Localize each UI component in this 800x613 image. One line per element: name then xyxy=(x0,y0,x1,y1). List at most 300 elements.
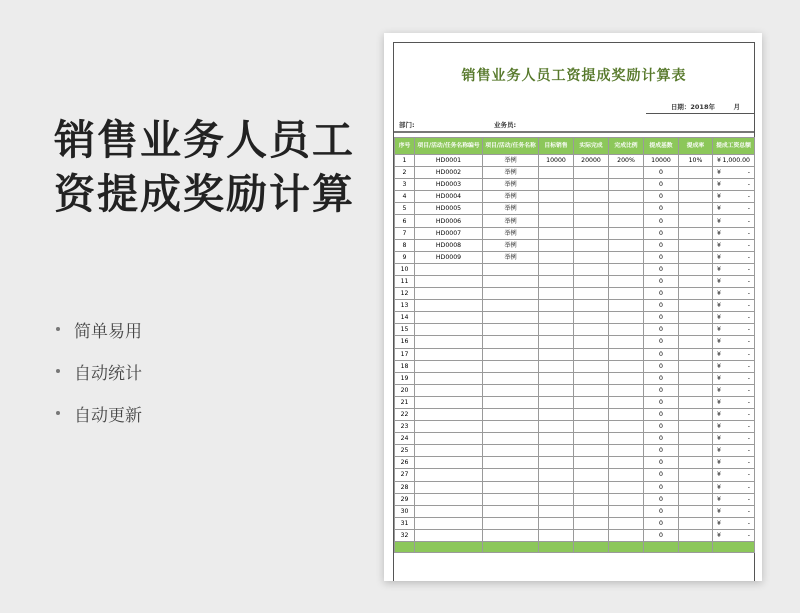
table-cell[interactable] xyxy=(483,421,539,433)
table-cell[interactable] xyxy=(609,469,644,481)
table-cell[interactable] xyxy=(539,421,574,433)
table-cell[interactable]: 0 xyxy=(644,263,679,275)
table-cell[interactable] xyxy=(609,421,644,433)
table-cell[interactable] xyxy=(679,263,713,275)
table-cell[interactable] xyxy=(574,517,609,529)
table-cell[interactable] xyxy=(679,529,713,541)
table-cell[interactable] xyxy=(679,396,713,408)
table-cell[interactable] xyxy=(609,529,644,541)
table-cell[interactable] xyxy=(415,275,483,287)
table-cell[interactable]: 6 xyxy=(395,215,415,227)
table-cell[interactable]: 10% xyxy=(679,155,713,167)
table-cell[interactable] xyxy=(574,167,609,179)
amount-value: - xyxy=(747,302,750,310)
table-cell[interactable]: 3 xyxy=(395,179,415,191)
table-cell[interactable] xyxy=(713,433,755,445)
table-cell[interactable] xyxy=(574,215,609,227)
table-cell[interactable] xyxy=(609,251,644,263)
table-cell[interactable] xyxy=(483,529,539,541)
table-cell[interactable]: 举例 xyxy=(483,179,539,191)
table-cell[interactable] xyxy=(574,493,609,505)
table-cell[interactable] xyxy=(415,517,483,529)
table-cell[interactable]: 0 xyxy=(644,167,679,179)
table-cell[interactable] xyxy=(574,348,609,360)
table-cell[interactable] xyxy=(609,396,644,408)
table-cell[interactable]: 31 xyxy=(395,517,415,529)
table-cell[interactable]: 0 xyxy=(644,251,679,263)
table-cell[interactable] xyxy=(483,384,539,396)
table-cell[interactable] xyxy=(609,191,644,203)
table-cell[interactable] xyxy=(609,517,644,529)
table-cell[interactable] xyxy=(539,384,574,396)
table-cell[interactable] xyxy=(713,263,755,275)
table-cell[interactable] xyxy=(415,300,483,312)
currency-symbol: ¥ xyxy=(717,326,721,334)
table-cell[interactable] xyxy=(713,251,755,263)
table-cell[interactable] xyxy=(713,227,755,239)
table-cell[interactable] xyxy=(539,517,574,529)
table-cell[interactable] xyxy=(574,469,609,481)
table-cell[interactable] xyxy=(574,505,609,517)
table-cell[interactable] xyxy=(609,336,644,348)
table-cell[interactable]: 0 xyxy=(644,239,679,251)
table-cell[interactable] xyxy=(415,469,483,481)
table-cell[interactable] xyxy=(574,408,609,420)
table-cell[interactable] xyxy=(679,312,713,324)
table-cell[interactable] xyxy=(713,421,755,433)
table-cell[interactable]: HD0002 xyxy=(415,167,483,179)
table-cell[interactable] xyxy=(679,421,713,433)
table-cell[interactable]: 0 xyxy=(644,191,679,203)
table-cell[interactable]: 0 xyxy=(644,227,679,239)
table-cell[interactable]: 0 xyxy=(644,396,679,408)
table-cell[interactable] xyxy=(539,167,574,179)
table-cell[interactable]: 0 xyxy=(644,372,679,384)
table-cell[interactable] xyxy=(539,288,574,300)
table-cell[interactable]: 9 xyxy=(395,251,415,263)
table-cell[interactable] xyxy=(574,396,609,408)
table-cell[interactable] xyxy=(539,457,574,469)
table-cell[interactable] xyxy=(574,203,609,215)
table-cell[interactable] xyxy=(415,288,483,300)
table-cell[interactable] xyxy=(609,227,644,239)
table-cell[interactable] xyxy=(713,336,755,348)
table-cell[interactable] xyxy=(713,275,755,287)
table-cell[interactable] xyxy=(415,384,483,396)
table-cell[interactable]: 16 xyxy=(395,336,415,348)
table-cell[interactable] xyxy=(483,275,539,287)
table-cell[interactable] xyxy=(713,300,755,312)
currency-symbol: ¥ xyxy=(717,205,721,213)
table-cell[interactable] xyxy=(574,481,609,493)
table-cell[interactable] xyxy=(574,312,609,324)
table-cell[interactable]: 25 xyxy=(395,445,415,457)
table-cell[interactable] xyxy=(574,445,609,457)
table-cell[interactable]: 5 xyxy=(395,203,415,215)
table-cell[interactable]: 30 xyxy=(395,505,415,517)
table-cell[interactable] xyxy=(539,529,574,541)
table-cell[interactable]: 21 xyxy=(395,396,415,408)
table-cell[interactable] xyxy=(713,179,755,191)
table-cell[interactable] xyxy=(415,421,483,433)
table-cell[interactable] xyxy=(483,457,539,469)
table-cell[interactable] xyxy=(415,433,483,445)
table-cell[interactable] xyxy=(609,179,644,191)
table-cell[interactable]: HD0003 xyxy=(415,179,483,191)
table-cell[interactable] xyxy=(679,203,713,215)
table-cell[interactable] xyxy=(679,384,713,396)
table-cell[interactable]: HD0001 xyxy=(415,155,483,167)
table-cell[interactable]: 举例 xyxy=(483,203,539,215)
table-cell[interactable]: 0 xyxy=(644,179,679,191)
table-cell[interactable] xyxy=(483,360,539,372)
table-cell[interactable] xyxy=(713,372,755,384)
table-cell[interactable] xyxy=(609,239,644,251)
table-cell[interactable]: 0 xyxy=(644,481,679,493)
table-cell[interactable] xyxy=(713,493,755,505)
table-cell[interactable] xyxy=(539,227,574,239)
table-cell[interactable] xyxy=(483,481,539,493)
table-cell[interactable] xyxy=(483,469,539,481)
table-cell[interactable] xyxy=(609,275,644,287)
table-cell[interactable] xyxy=(574,421,609,433)
table-cell[interactable] xyxy=(713,312,755,324)
table-cell[interactable] xyxy=(609,215,644,227)
table-cell[interactable] xyxy=(483,433,539,445)
table-cell[interactable] xyxy=(679,251,713,263)
table-cell[interactable] xyxy=(713,215,755,227)
table-cell[interactable]: 10 xyxy=(395,263,415,275)
table-cell[interactable]: 举例 xyxy=(483,191,539,203)
table-cell[interactable] xyxy=(609,408,644,420)
table-cell[interactable] xyxy=(609,263,644,275)
table-cell[interactable]: 0 xyxy=(644,288,679,300)
table-cell[interactable] xyxy=(539,179,574,191)
table-cell[interactable] xyxy=(679,517,713,529)
table-cell[interactable]: 14 xyxy=(395,312,415,324)
table-cell[interactable]: HD0006 xyxy=(415,215,483,227)
table-cell[interactable] xyxy=(539,372,574,384)
table-cell[interactable] xyxy=(609,312,644,324)
table-cell[interactable] xyxy=(679,167,713,179)
table-cell[interactable] xyxy=(609,167,644,179)
table-cell[interactable] xyxy=(679,481,713,493)
table-cell[interactable] xyxy=(574,529,609,541)
table-cell[interactable] xyxy=(574,179,609,191)
table-cell[interactable] xyxy=(539,396,574,408)
table-cell[interactable] xyxy=(415,336,483,348)
table-cell[interactable] xyxy=(539,263,574,275)
table-cell[interactable] xyxy=(539,251,574,263)
table-cell[interactable] xyxy=(539,300,574,312)
table-cell[interactable] xyxy=(483,300,539,312)
table-cell[interactable] xyxy=(483,288,539,300)
table-cell[interactable]: 10000 xyxy=(644,155,679,167)
table-cell[interactable] xyxy=(574,191,609,203)
table-cell[interactable] xyxy=(574,372,609,384)
table-cell[interactable] xyxy=(713,517,755,529)
table-cell[interactable]: 举例 xyxy=(483,239,539,251)
table-cell[interactable] xyxy=(539,312,574,324)
table-cell[interactable] xyxy=(609,288,644,300)
table-cell[interactable]: 15 xyxy=(395,324,415,336)
table-cell[interactable]: 32 xyxy=(395,529,415,541)
table-cell[interactable] xyxy=(415,445,483,457)
table-cell[interactable]: 0 xyxy=(644,469,679,481)
table-cell[interactable]: 0 xyxy=(644,505,679,517)
table-cell[interactable] xyxy=(483,445,539,457)
table-cell[interactable] xyxy=(415,481,483,493)
table-cell[interactable] xyxy=(609,384,644,396)
table-cell[interactable]: 29 xyxy=(395,493,415,505)
table-cell[interactable] xyxy=(483,348,539,360)
table-cell[interactable] xyxy=(574,239,609,251)
table-cell[interactable] xyxy=(713,445,755,457)
table-cell[interactable]: 23 xyxy=(395,421,415,433)
table-cell[interactable]: HD0009 xyxy=(415,251,483,263)
table-cell[interactable] xyxy=(483,372,539,384)
table-cell[interactable]: 22 xyxy=(395,408,415,420)
table-cell[interactable] xyxy=(679,457,713,469)
table-row xyxy=(395,227,755,239)
table-cell[interactable] xyxy=(415,312,483,324)
table-cell[interactable] xyxy=(483,408,539,420)
table-cell[interactable]: 8 xyxy=(395,239,415,251)
table-cell[interactable] xyxy=(609,457,644,469)
table-cell[interactable]: 0 xyxy=(644,324,679,336)
table-cell[interactable] xyxy=(415,493,483,505)
table-cell[interactable]: 0 xyxy=(644,493,679,505)
table-cell[interactable] xyxy=(679,191,713,203)
table-cell[interactable]: 18 xyxy=(395,360,415,372)
table-cell[interactable] xyxy=(539,191,574,203)
table-cell[interactable] xyxy=(539,348,574,360)
table-cell[interactable] xyxy=(574,227,609,239)
table-cell[interactable]: 0 xyxy=(644,300,679,312)
table-cell[interactable] xyxy=(483,336,539,348)
table-cell[interactable]: 1 xyxy=(395,155,415,167)
table-cell[interactable] xyxy=(713,505,755,517)
table-cell[interactable]: 0 xyxy=(644,215,679,227)
table-cell[interactable] xyxy=(574,336,609,348)
table-cell[interactable]: 27 xyxy=(395,469,415,481)
amount-value: - xyxy=(747,326,750,334)
table-cell[interactable] xyxy=(679,469,713,481)
table-cell[interactable] xyxy=(609,360,644,372)
table-cell[interactable] xyxy=(609,300,644,312)
table-cell[interactable]: 0 xyxy=(644,445,679,457)
table-cell[interactable] xyxy=(539,324,574,336)
table-cell[interactable] xyxy=(415,529,483,541)
table-cell[interactable] xyxy=(713,457,755,469)
table-cell[interactable] xyxy=(574,275,609,287)
table-cell[interactable] xyxy=(609,433,644,445)
table-cell[interactable] xyxy=(539,433,574,445)
table-cell[interactable] xyxy=(713,203,755,215)
table-cell[interactable]: 0 xyxy=(644,408,679,420)
table-cell[interactable] xyxy=(574,300,609,312)
table-cell[interactable] xyxy=(483,324,539,336)
table-cell[interactable]: 0 xyxy=(644,433,679,445)
table-cell[interactable] xyxy=(539,408,574,420)
table-cell[interactable] xyxy=(415,360,483,372)
table-cell[interactable]: 17 xyxy=(395,348,415,360)
table-cell[interactable]: 0 xyxy=(644,336,679,348)
table-cell[interactable] xyxy=(609,324,644,336)
table-cell[interactable] xyxy=(483,493,539,505)
table-cell[interactable] xyxy=(609,445,644,457)
table-cell[interactable] xyxy=(679,215,713,227)
table-cell[interactable] xyxy=(483,312,539,324)
table-cell[interactable] xyxy=(713,384,755,396)
table-cell[interactable] xyxy=(679,348,713,360)
table-cell[interactable] xyxy=(539,203,574,215)
table-cell[interactable] xyxy=(483,517,539,529)
table-cell[interactable] xyxy=(679,288,713,300)
table-cell[interactable] xyxy=(679,408,713,420)
table-cell[interactable]: 0 xyxy=(644,203,679,215)
table-cell[interactable]: 0 xyxy=(644,517,679,529)
table-cell[interactable] xyxy=(574,251,609,263)
table-cell[interactable] xyxy=(415,372,483,384)
table-cell[interactable] xyxy=(574,433,609,445)
table-cell[interactable] xyxy=(609,203,644,215)
table-cell[interactable]: 举例 xyxy=(483,215,539,227)
table-cell[interactable] xyxy=(679,227,713,239)
table-cell[interactable] xyxy=(609,372,644,384)
table-cell[interactable]: HD0005 xyxy=(415,203,483,215)
currency-symbol: ¥ xyxy=(717,350,721,358)
table-cell[interactable]: 举例 xyxy=(483,155,539,167)
table-cell[interactable] xyxy=(713,239,755,251)
table-cell[interactable]: 13 xyxy=(395,300,415,312)
table-cell[interactable] xyxy=(415,324,483,336)
table-cell[interactable] xyxy=(679,336,713,348)
table-cell[interactable]: 11 xyxy=(395,275,415,287)
table-cell[interactable] xyxy=(713,288,755,300)
table-cell[interactable]: 24 xyxy=(395,433,415,445)
table-cell[interactable] xyxy=(574,288,609,300)
table-cell[interactable]: 26 xyxy=(395,457,415,469)
table-cell[interactable] xyxy=(609,348,644,360)
table-cell[interactable] xyxy=(679,433,713,445)
table-cell[interactable] xyxy=(713,529,755,541)
table-cell[interactable] xyxy=(539,215,574,227)
table-cell[interactable] xyxy=(483,505,539,517)
table-cell[interactable] xyxy=(713,396,755,408)
table-cell[interactable] xyxy=(679,179,713,191)
table-cell[interactable] xyxy=(713,324,755,336)
table-cell[interactable]: 12 xyxy=(395,288,415,300)
table-cell[interactable]: 0 xyxy=(644,384,679,396)
table-cell[interactable] xyxy=(679,324,713,336)
table-cell[interactable]: 20000 xyxy=(574,155,609,167)
table-cell[interactable]: 7 xyxy=(395,227,415,239)
table-cell[interactable] xyxy=(539,239,574,251)
table-cell[interactable] xyxy=(713,469,755,481)
table-cell[interactable] xyxy=(539,505,574,517)
table-cell[interactable] xyxy=(574,324,609,336)
table-cell[interactable] xyxy=(574,263,609,275)
table-cell[interactable] xyxy=(415,348,483,360)
table-cell[interactable]: 0 xyxy=(644,312,679,324)
table-cell[interactable] xyxy=(483,396,539,408)
total-cell xyxy=(609,542,644,553)
table-cell[interactable]: 19 xyxy=(395,372,415,384)
table-cell[interactable]: 举例 xyxy=(483,167,539,179)
date-label: 日期：2018年 xyxy=(670,103,715,111)
table-cell[interactable] xyxy=(574,360,609,372)
table-cell[interactable] xyxy=(609,505,644,517)
table-cell[interactable] xyxy=(609,493,644,505)
table-cell[interactable]: 0 xyxy=(644,348,679,360)
amount-value: - xyxy=(747,362,750,370)
currency-symbol: ¥ xyxy=(717,374,721,382)
table-cell[interactable] xyxy=(713,191,755,203)
table-cell[interactable]: 200% xyxy=(609,155,644,167)
table-cell[interactable] xyxy=(539,275,574,287)
table-cell[interactable]: 0 xyxy=(644,421,679,433)
table-cell[interactable] xyxy=(679,275,713,287)
table-cell[interactable] xyxy=(679,300,713,312)
table-cell[interactable] xyxy=(539,469,574,481)
table-cell[interactable] xyxy=(539,493,574,505)
table-cell[interactable] xyxy=(415,396,483,408)
table-cell[interactable]: 0 xyxy=(644,529,679,541)
table-cell[interactable] xyxy=(539,336,574,348)
table-cell[interactable]: 0 xyxy=(644,275,679,287)
table-cell[interactable] xyxy=(483,263,539,275)
table-cell[interactable] xyxy=(679,505,713,517)
table-cell[interactable] xyxy=(679,239,713,251)
table-cell[interactable]: 10000 xyxy=(539,155,574,167)
table-cell[interactable] xyxy=(574,457,609,469)
table-cell[interactable] xyxy=(415,408,483,420)
table-cell[interactable] xyxy=(713,155,755,167)
table-cell[interactable]: 0 xyxy=(644,457,679,469)
table-cell[interactable] xyxy=(713,167,755,179)
table-cell[interactable]: 28 xyxy=(395,481,415,493)
table-cell[interactable] xyxy=(539,360,574,372)
table-cell[interactable] xyxy=(539,481,574,493)
table-cell[interactable] xyxy=(713,408,755,420)
table-cell[interactable] xyxy=(679,360,713,372)
table-cell[interactable] xyxy=(539,445,574,457)
table-cell[interactable] xyxy=(679,445,713,457)
table-cell[interactable]: HD0004 xyxy=(415,191,483,203)
table-cell[interactable]: 举例 xyxy=(483,251,539,263)
table-cell[interactable] xyxy=(415,505,483,517)
table-cell[interactable] xyxy=(713,360,755,372)
table-cell[interactable] xyxy=(574,384,609,396)
table-cell[interactable]: 2 xyxy=(395,167,415,179)
table-cell[interactable]: HD0007 xyxy=(415,227,483,239)
table-cell[interactable] xyxy=(713,481,755,493)
table-cell[interactable]: 20 xyxy=(395,384,415,396)
table-cell[interactable] xyxy=(713,348,755,360)
table-cell[interactable]: 4 xyxy=(395,191,415,203)
table-cell[interactable] xyxy=(679,493,713,505)
table-cell[interactable]: 举例 xyxy=(483,227,539,239)
table-cell[interactable] xyxy=(609,481,644,493)
feature-item xyxy=(56,350,142,392)
table-cell[interactable]: HD0008 xyxy=(415,239,483,251)
table-cell[interactable] xyxy=(679,372,713,384)
currency-symbol: ¥ xyxy=(717,435,721,443)
table-cell[interactable] xyxy=(415,263,483,275)
table-cell[interactable]: 0 xyxy=(644,360,679,372)
table-cell[interactable] xyxy=(415,457,483,469)
